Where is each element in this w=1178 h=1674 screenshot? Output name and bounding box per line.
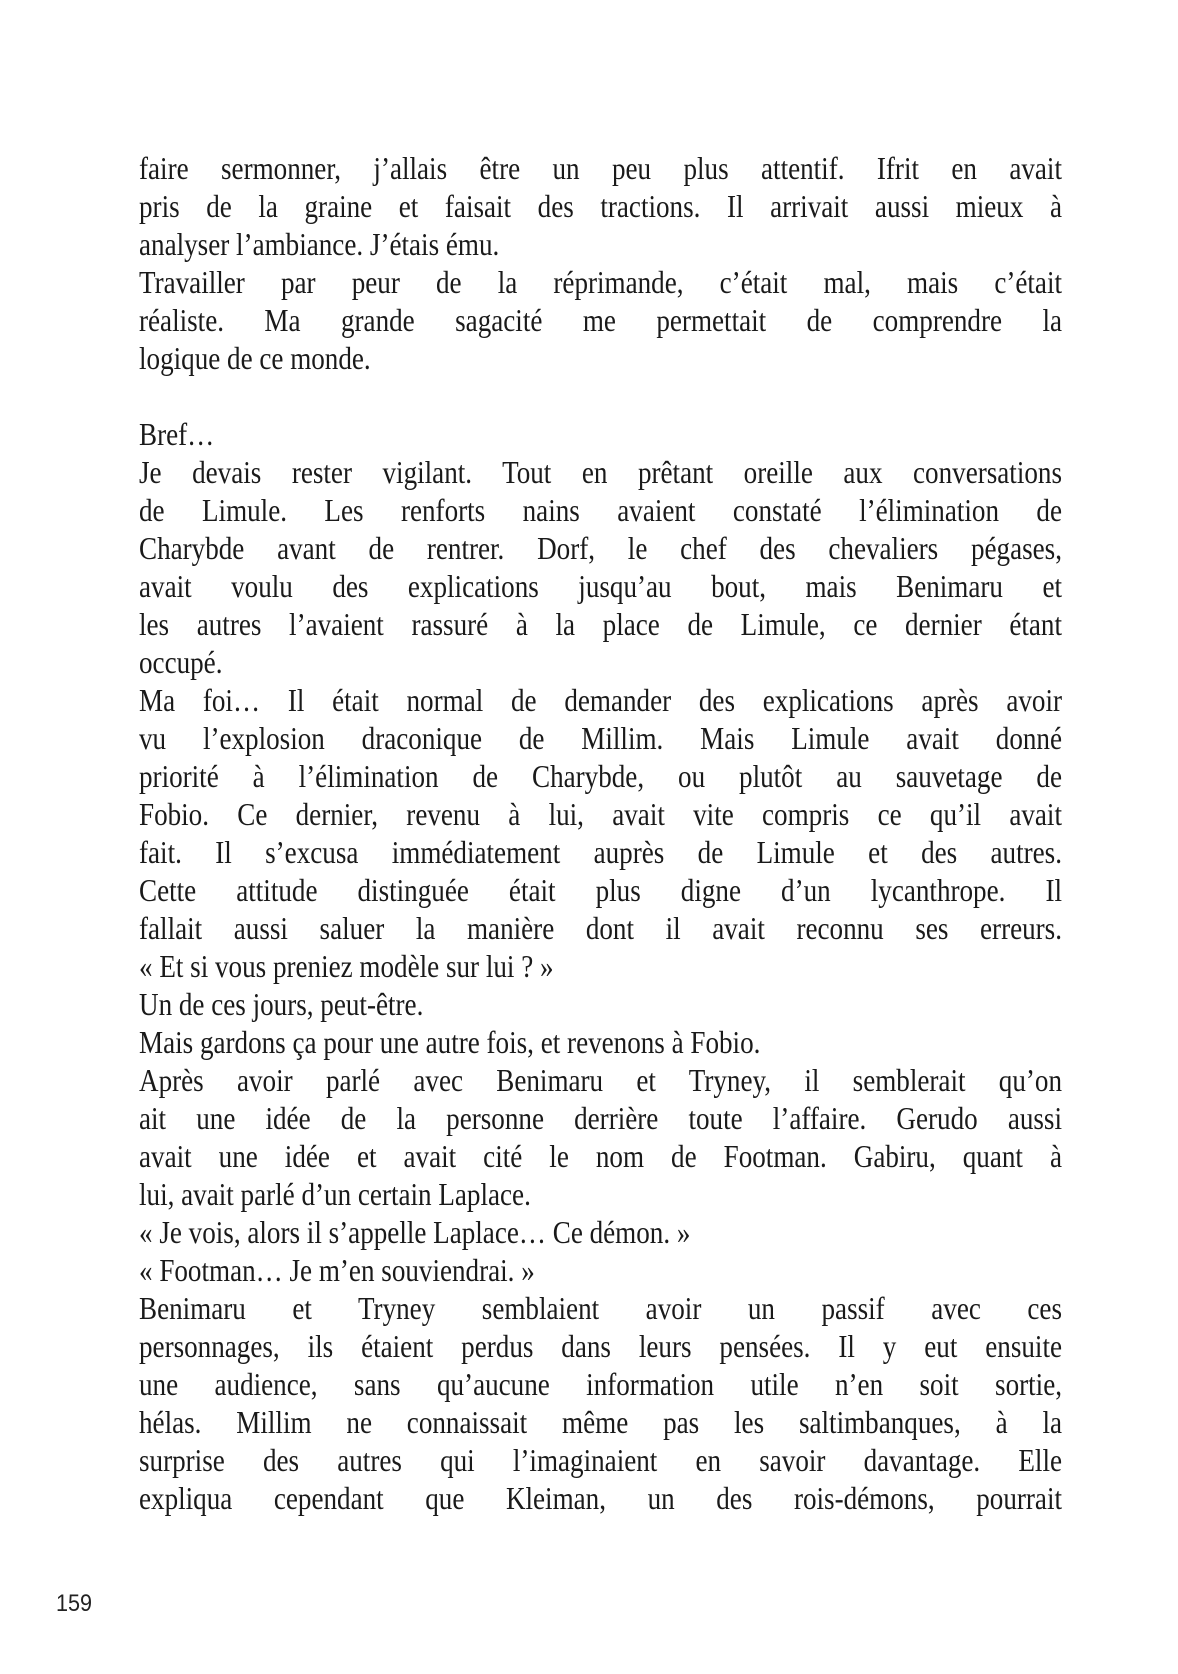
text-line [139,1442,1062,1480]
line-text: Ma foi… Il était normal de demander des explications après avoir [139,683,1062,718]
line-text: pris de la graine et faisait des tractions. Il arrivait aussi mieux à [139,189,1062,224]
text-line [139,1062,1062,1100]
line-text: réaliste. Ma grande sagacité me permettait de comprendre la [139,303,1063,338]
line-text: lui, avait parlé d’un certain Laplace. [139,1177,531,1212]
line-text: faire sermonner, j’allais être un peu plus attentif. Ifrit en avait [139,151,1062,186]
line-text: une audience, sans qu’aucune information utile n’en soit sortie, [139,1367,1062,1402]
text-line [139,1366,1062,1404]
text-line [139,1214,1062,1252]
text-line [139,264,1062,302]
line-text: Après avoir parlé avec Benimaru et Tryney, il semblerait qu’on [139,1063,1063,1098]
line-text: Charybde avant de rentrer. Dorf, le chef des chevaliers pégases, [139,531,1062,566]
line-text: Fobio. Ce dernier, revenu à lui, avait vite compris ce qu’il avait [139,797,1062,832]
text-line [139,1480,1062,1518]
text-line [139,416,1062,454]
text-line [139,150,1062,188]
line-text: « Et si vous preniez modèle sur lui ? » [139,949,554,984]
line-text: fait. Il s’excusa immédiatement auprès de Limule et des autres. [139,835,1062,870]
line-text: vu l’explosion draconique de Millim. Mais Limule avait donné [139,721,1063,756]
text-line [139,1328,1062,1366]
blank-line [139,378,1062,416]
text-line [139,948,1062,986]
text-line [139,1138,1062,1176]
text-line [139,1100,1062,1138]
text-line [139,834,1062,872]
line-text: Mais gardons ça pour une autre fois, et revenons à Fobio. [139,1025,761,1060]
body-text [139,150,1062,1518]
line-text: priorité à l’élimination de Charybde, ou plutôt au sauvetage de [139,759,1062,794]
line-text: occupé. [139,645,223,680]
line-text: Un de ces jours, peut-être. [139,987,424,1022]
text-line [139,454,1062,492]
text-line [139,226,1062,264]
text-line [139,1404,1062,1442]
text-line [139,530,1062,568]
text-line [139,1024,1062,1062]
text-line [139,986,1062,1024]
line-text: avait voulu des explications jusqu’au bout, mais Benimaru et [139,569,1063,604]
text-line [139,568,1062,606]
text-line [139,720,1062,758]
text-line [139,872,1062,910]
text-line [139,910,1062,948]
page-number: 159 [56,1590,93,1617]
line-text: analyser l’ambiance. J’étais ému. [139,227,500,262]
line-text: hélas. Millim ne connaissait même pas les saltimbanques, à la [139,1405,1062,1440]
line-text: logique de ce monde. [139,341,371,376]
text-line [139,492,1062,530]
text-line [139,606,1062,644]
text-line [139,340,1062,378]
text-line [139,1252,1062,1290]
line-text: personnages, ils étaient perdus dans leurs pensées. Il y eut ensuite [139,1329,1062,1364]
line-text: surprise des autres qui l’imaginaient en savoir davantage. Elle [139,1443,1062,1478]
line-text: Je devais rester vigilant. Tout en prêtant oreille aux conversations [139,455,1062,490]
line-text: les autres l’avaient rassuré à la place de Limule, ce dernier étant [139,607,1063,642]
text-line [139,758,1062,796]
text-line [139,1290,1062,1328]
text-line [139,1176,1062,1214]
line-text: Travailler par peur de la réprimande, c’était mal, mais c’était [139,265,1063,300]
line-text: Bref… [139,417,215,452]
line-text: ait une idée de la personne derrière toute l’affaire. Gerudo aussi [139,1101,1063,1136]
line-text: avait une idée et avait cité le nom de Footman. Gabiru, quant à [139,1139,1063,1174]
text-line [139,796,1062,834]
text-line [139,188,1062,226]
text-line [139,302,1062,340]
line-text: « Footman… Je m’en souviendrai. » [139,1253,535,1288]
text-line [139,644,1062,682]
line-text: Benimaru et Tryney semblaient avoir un passif avec ces [139,1291,1062,1326]
line-text: « Je vois, alors il s’appelle Laplace… Ce démon. » [139,1215,691,1250]
line-text: Cette attitude distinguée était plus digne d’un lycanthrope. Il [139,873,1062,908]
line-text: fallait aussi saluer la manière dont il avait reconnu ses erreurs. [139,911,1063,946]
line-text: de Limule. Les renforts nains avaient constaté l’élimination de [139,493,1062,528]
line-text: expliqua cependant que Kleiman, un des rois-démons, pourrait [139,1481,1062,1516]
text-line [139,682,1062,720]
